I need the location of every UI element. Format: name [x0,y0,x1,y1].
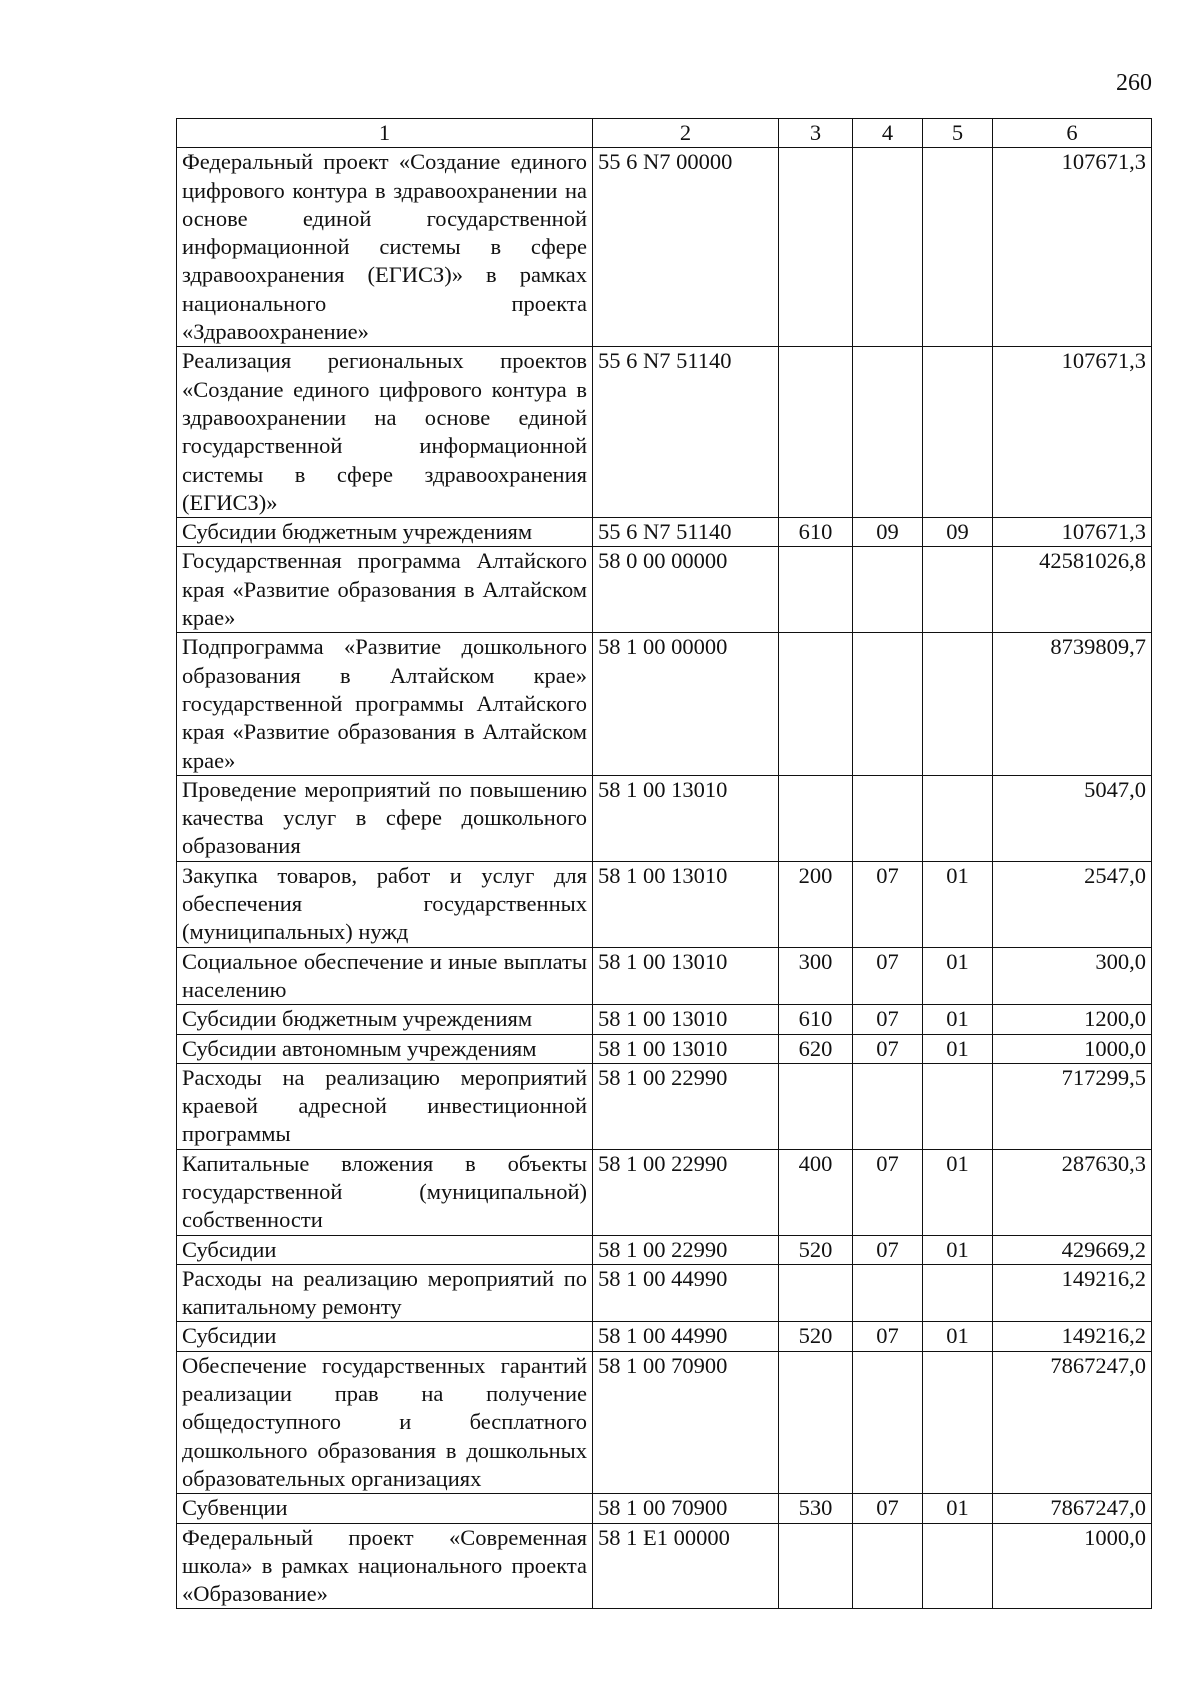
row-expense-type: 610 [779,518,853,547]
row-expense-type: 520 [779,1322,853,1351]
row-subsection: 01 [923,1005,993,1034]
table-row [177,547,1152,633]
row-section [853,1523,923,1609]
row-expense-type: 530 [779,1494,853,1523]
row-expense-type [779,547,853,633]
row-target-code: 58 1 00 13010 [593,861,779,947]
row-section [853,148,923,347]
header-col-5: 5 [923,119,993,148]
row-subsection [923,633,993,775]
table-row [177,1494,1152,1523]
row-name: Подпрограмма «Развитие дошкольного образования в Алтайском крае» государственной программы Алтайского края «Развитие образования в Алтайском крае» [177,633,593,775]
table-row [177,1264,1152,1322]
row-name: Субсидии бюджетным учреждениям [177,518,593,547]
row-section [853,633,923,775]
row-section [853,1351,923,1493]
row-section: 07 [853,1322,923,1351]
row-name: Субвенции [177,1494,593,1523]
row-section: 09 [853,518,923,547]
row-expense-type [779,633,853,775]
row-section: 07 [853,1494,923,1523]
row-target-code: 58 1 00 22990 [593,1235,779,1264]
row-amount: 2547,0 [993,861,1152,947]
row-amount: 107671,3 [993,148,1152,347]
row-target-code: 58 1 00 00000 [593,633,779,775]
row-expense-type [779,775,853,861]
row-subsection [923,1523,993,1609]
row-expense-type [779,1523,853,1609]
header-col-4: 4 [853,119,923,148]
row-amount: 107671,3 [993,347,1152,518]
table-row [177,1005,1152,1034]
row-section: 07 [853,861,923,947]
row-section [853,775,923,861]
row-amount: 300,0 [993,947,1152,1005]
table-header [177,119,1152,148]
row-target-code: 58 1 00 22990 [593,1063,779,1149]
row-expense-type [779,1351,853,1493]
row-target-code: 58 1 00 13010 [593,775,779,861]
row-subsection [923,1351,993,1493]
table-row [177,1235,1152,1264]
table-body [177,148,1152,1609]
budget-table [176,118,1152,1609]
row-target-code: 58 1 00 70900 [593,1494,779,1523]
row-name: Реализация региональных проектов «Создание единого цифрового контура в здравоохранении на основе единой государственной информационной системы в сфере здравоохранения (ЕГИСЗ)» [177,347,593,518]
row-expense-type [779,347,853,518]
row-section: 07 [853,1235,923,1264]
row-name: Субсидии бюджетным учреждениям [177,1005,593,1034]
row-name: Социальное обеспечение и иные выплаты населению [177,947,593,1005]
page-number: 260 [1116,70,1152,96]
row-name: Расходы на реализацию мероприятий по капитальному ремонту [177,1264,593,1322]
table-row [177,633,1152,775]
row-target-code: 58 1 00 44990 [593,1264,779,1322]
row-target-code: 55 6 N7 51140 [593,518,779,547]
header-col-6: 6 [993,119,1152,148]
table-row [177,1351,1152,1493]
row-name: Субсидии [177,1235,593,1264]
row-name: Расходы на реализацию мероприятий краевой адресной инвестиционной программы [177,1063,593,1149]
row-subsection: 01 [923,1149,993,1235]
row-subsection: 01 [923,1322,993,1351]
row-subsection: 01 [923,1235,993,1264]
row-name: Государственная программа Алтайского края «Развитие образования в Алтайском крае» [177,547,593,633]
row-subsection [923,1264,993,1322]
row-name: Федеральный проект «Современная школа» в рамках национального проекта «Образование» [177,1523,593,1609]
row-target-code: 58 1 00 70900 [593,1351,779,1493]
table-row [177,1063,1152,1149]
row-target-code: 55 6 N7 00000 [593,148,779,347]
row-section [853,1063,923,1149]
row-section: 07 [853,1149,923,1235]
row-expense-type: 620 [779,1034,853,1063]
row-section: 07 [853,1005,923,1034]
row-subsection: 01 [923,861,993,947]
row-section [853,547,923,633]
row-section: 07 [853,947,923,1005]
row-expense-type: 200 [779,861,853,947]
row-name: Закупка товаров, работ и услуг для обеспечения государственных (муниципальных) нужд [177,861,593,947]
row-subsection [923,347,993,518]
row-name: Субсидии [177,1322,593,1351]
row-target-code: 58 1 00 13010 [593,1005,779,1034]
header-col-2: 2 [593,119,779,148]
row-name: Проведение мероприятий по повышению качества услуг в сфере дошкольного образования [177,775,593,861]
row-target-code: 58 1 00 13010 [593,947,779,1005]
row-amount: 7867247,0 [993,1494,1152,1523]
row-amount: 107671,3 [993,518,1152,547]
row-amount: 5047,0 [993,775,1152,861]
header-col-1: 1 [177,119,593,148]
row-expense-type: 300 [779,947,853,1005]
table-row [177,861,1152,947]
row-subsection: 09 [923,518,993,547]
row-subsection: 01 [923,1034,993,1063]
row-target-code: 58 1 00 13010 [593,1034,779,1063]
row-expense-type [779,148,853,347]
row-expense-type [779,1063,853,1149]
row-name: Капитальные вложения в объекты государственной (муниципальной) собственности [177,1149,593,1235]
table-row [177,148,1152,347]
row-amount: 8739809,7 [993,633,1152,775]
row-target-code: 55 6 N7 51140 [593,347,779,518]
row-name: Федеральный проект «Создание единого цифрового контура в здравоохранении на основе единой государственной информационной системы в сфере здравоохранения (ЕГИСЗ)» в рамках национального проекта «Здравоохранение» [177,148,593,347]
table-row [177,347,1152,518]
row-section [853,347,923,518]
row-amount: 42581026,8 [993,547,1152,633]
header-row [177,119,1152,148]
row-amount: 429669,2 [993,1235,1152,1264]
row-expense-type: 610 [779,1005,853,1034]
row-target-code: 58 1 00 22990 [593,1149,779,1235]
row-expense-type: 520 [779,1235,853,1264]
table-row [177,1322,1152,1351]
row-amount: 1000,0 [993,1034,1152,1063]
row-expense-type: 400 [779,1149,853,1235]
row-subsection [923,1063,993,1149]
row-name: Субсидии автономным учреждениям [177,1034,593,1063]
row-target-code: 58 1 00 44990 [593,1322,779,1351]
row-subsection [923,547,993,633]
row-amount: 1000,0 [993,1523,1152,1609]
table-row [177,1034,1152,1063]
row-target-code: 58 1 E1 00000 [593,1523,779,1609]
table-row [177,947,1152,1005]
row-subsection [923,775,993,861]
table-row [177,775,1152,861]
row-amount: 1200,0 [993,1005,1152,1034]
row-section: 07 [853,1034,923,1063]
row-expense-type [779,1264,853,1322]
table-row [177,1523,1152,1609]
row-amount: 7867247,0 [993,1351,1152,1493]
row-amount: 287630,3 [993,1149,1152,1235]
table-row [177,518,1152,547]
header-col-3: 3 [779,119,853,148]
row-amount: 717299,5 [993,1063,1152,1149]
table-row [177,1149,1152,1235]
row-amount: 149216,2 [993,1264,1152,1322]
row-target-code: 58 0 00 00000 [593,547,779,633]
row-subsection: 01 [923,1494,993,1523]
row-section [853,1264,923,1322]
row-subsection [923,148,993,347]
row-name: Обеспечение государственных гарантий реализации прав на получение общедоступного и бесплатного дошкольного образования в дошкольных образовательных организациях [177,1351,593,1493]
row-subsection: 01 [923,947,993,1005]
row-amount: 149216,2 [993,1322,1152,1351]
